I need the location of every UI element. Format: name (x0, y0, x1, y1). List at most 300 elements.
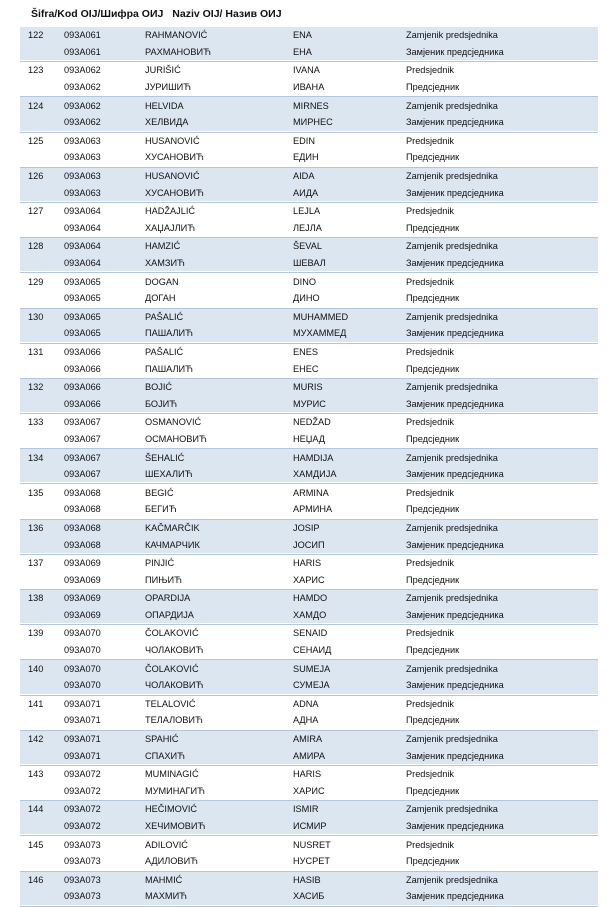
surname-cell: SPAHIĆ (145, 734, 179, 745)
surname-cell: ОПАРДИЈА (145, 609, 194, 620)
first-name-cell: DINO (293, 276, 316, 287)
code-cell: 093A067 (64, 417, 101, 428)
role-cell: Предсједник (406, 856, 460, 867)
role-cell: Predsjednik (406, 698, 455, 709)
surname-cell: ТЕЛАЛОВИЋ (145, 715, 203, 726)
role-cell: Замјеник предсједника (406, 609, 504, 620)
surname-cell: АДИЛОВИЋ (145, 856, 199, 867)
code-cell: 093A071 (64, 698, 101, 709)
surname-cell: ХУСАНОВИЋ (145, 152, 204, 163)
first-name-cell: МУХАММЕД (293, 328, 347, 339)
role-cell: Zamjenik predsjednika (406, 382, 498, 393)
code-cell: 093A062 (64, 100, 101, 111)
row-number-cell: 135 (28, 487, 44, 498)
table-group (20, 273, 598, 307)
table-group (20, 801, 598, 835)
role-cell: Предсједник (406, 293, 460, 304)
table-row (20, 590, 598, 607)
first-name-cell: ХАРИС (293, 574, 325, 585)
table-row (20, 783, 598, 800)
first-name-cell: MURIS (293, 382, 323, 393)
first-name-cell: МИРНЕС (293, 117, 333, 128)
surname-cell: ОСМАНОВИЋ (145, 433, 207, 444)
surname-cell: HELVIDA (145, 100, 184, 111)
first-name-cell: MIRNES (293, 100, 329, 111)
table-row (20, 27, 598, 44)
role-cell: Predsjednik (406, 558, 455, 569)
first-name-cell: NEDŽAD (293, 417, 331, 428)
surname-cell: HAMZIĆ (145, 241, 181, 252)
table-group (20, 27, 598, 61)
code-cell: 093A070 (64, 628, 101, 639)
first-name-cell: ЛЕЈЛА (293, 222, 322, 233)
role-cell: Предсједник (406, 715, 460, 726)
surname-cell: KAČMARČIK (145, 522, 200, 533)
code-cell: 093A072 (64, 821, 101, 832)
table-row (20, 431, 598, 448)
row-number-cell: 126 (28, 171, 44, 182)
first-name-cell: ХАРИС (293, 785, 325, 796)
surname-cell: ПИЊИЋ (145, 574, 182, 585)
row-number-cell: 142 (28, 734, 44, 745)
first-name-cell: АДНА (293, 715, 319, 726)
role-cell: Предсједник (406, 645, 460, 656)
role-cell: Zamjenik predsjednika (406, 100, 498, 111)
surname-cell: МАХМИЋ (145, 891, 188, 902)
code-cell: 093A069 (64, 593, 101, 604)
table-row (20, 801, 598, 818)
table-row (20, 818, 598, 835)
surname-cell: ХАЏАЈЛИЋ (145, 222, 196, 233)
first-name-cell: HARIS (293, 769, 322, 780)
table-row (20, 62, 598, 79)
role-cell: Zamjenik predsjednika (406, 593, 498, 604)
table-row (20, 238, 598, 255)
role-cell: Zamjenik predsjednika (406, 804, 498, 815)
row-number-cell: 136 (28, 522, 44, 533)
table-row (20, 712, 598, 729)
surname-cell: КАЧМАРЧИК (145, 539, 200, 550)
code-cell: 093A064 (64, 222, 101, 233)
surname-cell: ČOLAKOVIĆ (145, 628, 199, 639)
first-name-cell: ХАМДИЈА (293, 469, 337, 480)
row-number-cell: 146 (28, 874, 44, 885)
first-name-cell: SUMEJA (293, 663, 331, 674)
role-cell: Предсједник (406, 152, 460, 163)
surname-cell: HUSANOVIĆ (145, 171, 200, 182)
first-name-cell: HAMDO (293, 593, 328, 604)
surname-cell: HUSANOVIĆ (145, 135, 200, 146)
row-number-cell: 127 (28, 206, 44, 217)
role-cell: Предсједник (406, 785, 460, 796)
code-cell: 093A062 (64, 117, 101, 128)
first-name-cell: ADNA (293, 698, 319, 709)
code-cell: 093A065 (64, 276, 101, 287)
first-name-cell: ENES (293, 346, 319, 357)
table-group (20, 836, 598, 870)
first-name-cell: LEJLA (293, 206, 321, 217)
table-row (20, 220, 598, 237)
table-row (20, 766, 598, 783)
surname-cell: OPARDIJA (145, 593, 191, 604)
first-name-cell: ISMIR (293, 804, 319, 815)
code-cell: 093A064 (64, 206, 101, 217)
table-row (20, 555, 598, 572)
first-name-cell: ШЕВАЛ (293, 258, 326, 269)
first-name-cell: ARMINA (293, 487, 329, 498)
table-row (20, 290, 598, 307)
surname-cell: BEGIĆ (145, 487, 174, 498)
table-row (20, 168, 598, 185)
row-number-cell: 131 (28, 346, 44, 357)
surname-cell: MAHMIĆ (145, 874, 183, 885)
table-row (20, 203, 598, 220)
role-cell: Zamjenik predsjednika (406, 452, 498, 463)
table-row (20, 501, 598, 518)
table-row (20, 133, 598, 150)
code-cell: 093A070 (64, 663, 101, 674)
role-cell: Predsjednik (406, 276, 455, 287)
first-name-cell: НЕЏАД (293, 433, 326, 444)
row-number-cell: 134 (28, 452, 44, 463)
table-row (20, 520, 598, 537)
surname-cell: DOGAN (145, 276, 179, 287)
code-cell: 093A064 (64, 241, 101, 252)
table-group (20, 696, 598, 730)
role-cell: Zamjenik predsjednika (406, 241, 498, 252)
surname-cell: ADILOVIĆ (145, 839, 188, 850)
role-cell: Предсједник (406, 433, 460, 444)
code-cell: 093A067 (64, 433, 101, 444)
first-name-cell: AMIRA (293, 734, 323, 745)
code-cell: 093A071 (64, 715, 101, 726)
role-cell: Predsjednik (406, 346, 455, 357)
code-cell: 093A062 (64, 65, 101, 76)
table-row (20, 696, 598, 713)
row-number-cell: 124 (28, 100, 44, 111)
table-group (20, 660, 598, 694)
code-cell: 093A072 (64, 804, 101, 815)
table-row (20, 625, 598, 642)
code-cell: 093A073 (64, 856, 101, 867)
role-cell: Предсједник (406, 222, 460, 233)
table-row (20, 97, 598, 114)
code-cell: 093A073 (64, 874, 101, 885)
code-cell: 093A061 (64, 30, 101, 41)
surname-cell: BOJIĆ (145, 382, 173, 393)
table-group (20, 414, 598, 448)
code-cell: 093A067 (64, 452, 101, 463)
row-number-cell: 129 (28, 276, 44, 287)
row-number-cell: 144 (28, 804, 44, 815)
row-number-cell: 128 (28, 241, 44, 252)
first-name-cell: ŠEVAL (293, 241, 322, 252)
first-name-cell: HARIS (293, 558, 322, 569)
code-cell: 093A068 (64, 487, 101, 498)
table-row (20, 395, 598, 412)
surname-cell: РАХМАНОВИЋ (145, 46, 211, 57)
code-cell: 093A066 (64, 382, 101, 393)
role-cell: Predsjednik (406, 417, 455, 428)
row-number-cell: 137 (28, 558, 44, 569)
surname-cell: ЧОЛАКОВИЋ (145, 645, 204, 656)
table-group (20, 484, 598, 518)
code-cell: 093A073 (64, 839, 101, 850)
role-cell: Predsjednik (406, 206, 455, 217)
header-name-column: Naziv OIJ/ Назив OИЈ (172, 8, 282, 20)
table-group (20, 238, 598, 272)
role-cell: Zamjenik predsjednika (406, 663, 498, 674)
code-cell: 093A064 (64, 258, 101, 269)
surname-cell: PAŠALIĆ (145, 311, 184, 322)
code-cell: 093A072 (64, 769, 101, 780)
first-name-cell: MUHAMMED (293, 311, 349, 322)
row-number-cell: 140 (28, 663, 44, 674)
first-name-cell: ЈОСИП (293, 539, 325, 550)
first-name-cell: АИДА (293, 187, 319, 198)
table-group (20, 379, 598, 413)
first-name-cell: AIDA (293, 171, 315, 182)
table-row (20, 79, 598, 96)
first-name-cell: ЕДИН (293, 152, 319, 163)
table-row (20, 273, 598, 290)
row-number-cell: 141 (28, 698, 44, 709)
code-cell: 093A069 (64, 609, 101, 620)
table-row (20, 309, 598, 326)
code-cell: 093A070 (64, 645, 101, 656)
surname-cell: ПАШАЛИЋ (145, 363, 193, 374)
surname-cell: ПАШАЛИЋ (145, 328, 193, 339)
first-name-cell: JOSIP (293, 522, 320, 533)
table-header (31, 8, 288, 20)
code-cell: 093A067 (64, 469, 101, 480)
first-name-cell: НУСРЕТ (293, 856, 330, 867)
code-cell: 093A071 (64, 734, 101, 745)
first-name-cell: ХАСИБ (293, 891, 325, 902)
code-cell: 093A065 (64, 311, 101, 322)
code-cell: 093A070 (64, 680, 101, 691)
role-cell: Predsjednik (406, 487, 455, 498)
role-cell: Предсједник (406, 504, 460, 515)
table-group (20, 97, 598, 131)
table-row (20, 731, 598, 748)
code-cell: 093A061 (64, 46, 101, 57)
role-cell: Predsjednik (406, 769, 455, 780)
table-row (20, 872, 598, 889)
surname-cell: ŠEHALIĆ (145, 452, 185, 463)
surname-cell: БЕГИЋ (145, 504, 177, 515)
table-row (20, 484, 598, 501)
first-name-cell: NUSRET (293, 839, 331, 850)
table-group (20, 309, 598, 343)
row-number-cell: 125 (28, 135, 44, 146)
role-cell: Predsjednik (406, 839, 455, 850)
surname-cell: RAHMANOVIĆ (145, 30, 208, 41)
surname-cell: ČOLAKOVIĆ (145, 663, 199, 674)
surname-cell: БОЈИЋ (145, 398, 178, 409)
table-group (20, 520, 598, 554)
table-row (20, 747, 598, 764)
role-cell: Замјеник предсједника (406, 750, 504, 761)
table-row (20, 449, 598, 466)
surname-cell: HADŽAJLIĆ (145, 206, 196, 217)
surname-cell: TELALOVIĆ (145, 698, 196, 709)
code-cell: 093A066 (64, 398, 101, 409)
table-group (20, 62, 598, 96)
table-row (20, 344, 598, 361)
table-row (20, 184, 598, 201)
code-cell: 093A071 (64, 750, 101, 761)
row-number-cell: 130 (28, 311, 44, 322)
table-group (20, 766, 598, 800)
row-number-cell: 143 (28, 769, 44, 780)
row-number-cell: 139 (28, 628, 44, 639)
role-cell: Zamjenik predsjednika (406, 874, 498, 885)
members-table (20, 27, 598, 907)
role-cell: Предсједник (406, 82, 460, 93)
code-cell: 093A068 (64, 504, 101, 515)
role-cell: Предсједник (406, 363, 460, 374)
role-cell: Замјеник предсједника (406, 258, 504, 269)
header-code-column: Šifra/Kod OIJ/Шифра OИЈ (31, 8, 164, 20)
table-row (20, 255, 598, 272)
first-name-cell: АРМИНА (293, 504, 333, 515)
row-number-cell: 145 (28, 839, 44, 850)
code-cell: 093A062 (64, 82, 101, 93)
code-cell: 093A063 (64, 187, 101, 198)
role-cell: Замјеник предсједника (406, 187, 504, 198)
table-row (20, 325, 598, 342)
table-row (20, 149, 598, 166)
role-cell: Замјеник предсједника (406, 469, 504, 480)
role-cell: Predsjednik (406, 628, 455, 639)
table-group (20, 555, 598, 589)
first-name-cell: ЕНЕС (293, 363, 319, 374)
table-group (20, 133, 598, 167)
surname-cell: ХЕЛВИДА (145, 117, 189, 128)
table-group (20, 872, 598, 906)
surname-cell: ДОГАН (145, 293, 176, 304)
first-name-cell: IVANA (293, 65, 320, 76)
role-cell: Predsjednik (406, 135, 455, 146)
code-cell: 093A063 (64, 171, 101, 182)
table-group (20, 731, 598, 765)
surname-cell: СПАХИЋ (145, 750, 185, 761)
surname-cell: ШЕХАЛИЋ (145, 469, 193, 480)
surname-cell: HEČIMOVIĆ (145, 804, 198, 815)
table-row (20, 888, 598, 905)
first-name-cell: ИСМИР (293, 821, 327, 832)
role-cell: Замјеник предсједника (406, 328, 504, 339)
surname-cell: PINJIĆ (145, 558, 175, 569)
first-name-cell: СУМЕЈА (293, 680, 330, 691)
first-name-cell: ЕНА (293, 46, 312, 57)
code-cell: 093A072 (64, 785, 101, 796)
first-name-cell: СЕНАИД (293, 645, 332, 656)
role-cell: Замјеник предсједника (406, 539, 504, 550)
row-number-cell: 123 (28, 65, 44, 76)
code-cell: 093A069 (64, 574, 101, 585)
table-row (20, 660, 598, 677)
code-cell: 093A065 (64, 293, 101, 304)
surname-cell: PAŠALIĆ (145, 346, 184, 357)
surname-cell: ЈУРИШИЋ (145, 82, 192, 93)
table-row (20, 677, 598, 694)
role-cell: Zamjenik predsjednika (406, 522, 498, 533)
code-cell: 093A066 (64, 363, 101, 374)
surname-cell: JURIŠIĆ (145, 65, 181, 76)
first-name-cell: SENAID (293, 628, 328, 639)
first-name-cell: EDIN (293, 135, 315, 146)
surname-cell: МУМИНАГИЋ (145, 785, 205, 796)
role-cell: Замјеник предсједника (406, 821, 504, 832)
role-cell: Zamjenik predsjednika (406, 734, 498, 745)
table-row (20, 44, 598, 61)
role-cell: Zamjenik predsjednika (406, 171, 498, 182)
role-cell: Zamjenik predsjednika (406, 30, 498, 41)
table-group (20, 168, 598, 202)
first-name-cell: АМИРА (293, 750, 326, 761)
code-cell: 093A063 (64, 135, 101, 146)
role-cell: Zamjenik predsjednika (406, 311, 498, 322)
table-row (20, 379, 598, 396)
table-row (20, 836, 598, 853)
surname-cell: MUMINAGIĆ (145, 769, 199, 780)
role-cell: Замјеник предсједника (406, 46, 504, 57)
first-name-cell: ДИНО (293, 293, 320, 304)
table-row (20, 414, 598, 431)
first-name-cell: ХАМДО (293, 609, 327, 620)
table-row (20, 466, 598, 483)
first-name-cell: МУРИС (293, 398, 326, 409)
role-cell: Замјеник предсједника (406, 680, 504, 691)
code-cell: 093A068 (64, 539, 101, 550)
table-row (20, 114, 598, 131)
row-number-cell: 133 (28, 417, 44, 428)
code-cell: 093A073 (64, 891, 101, 902)
code-cell: 093A063 (64, 152, 101, 163)
table-row (20, 642, 598, 659)
surname-cell: OSMANOVIĆ (145, 417, 202, 428)
row-number-cell: 138 (28, 593, 44, 604)
row-number-cell: 122 (28, 30, 44, 41)
surname-cell: ХАМЗИЋ (145, 258, 185, 269)
first-name-cell: HASIB (293, 874, 321, 885)
table-row (20, 536, 598, 553)
table-row (20, 571, 598, 588)
table-group (20, 203, 598, 237)
table-row (20, 853, 598, 870)
table-group (20, 625, 598, 659)
table-row (20, 360, 598, 377)
first-name-cell: ENA (293, 30, 312, 41)
code-cell: 093A065 (64, 328, 101, 339)
role-cell: Замјеник предсједника (406, 891, 504, 902)
role-cell: Замјеник предсједника (406, 117, 504, 128)
role-cell: Predsjednik (406, 65, 455, 76)
table-group (20, 449, 598, 483)
row-number-cell: 132 (28, 382, 44, 393)
surname-cell: ХЕЧИМОВИЋ (145, 821, 206, 832)
surname-cell: ЧОЛАКОВИЋ (145, 680, 204, 691)
first-name-cell: ИВАНА (293, 82, 325, 93)
code-cell: 093A069 (64, 558, 101, 569)
table-group (20, 344, 598, 378)
surname-cell: ХУСАНОВИЋ (145, 187, 204, 198)
first-name-cell: HAMDIJA (293, 452, 334, 463)
table-row (20, 607, 598, 624)
role-cell: Замјеник предсједника (406, 398, 504, 409)
